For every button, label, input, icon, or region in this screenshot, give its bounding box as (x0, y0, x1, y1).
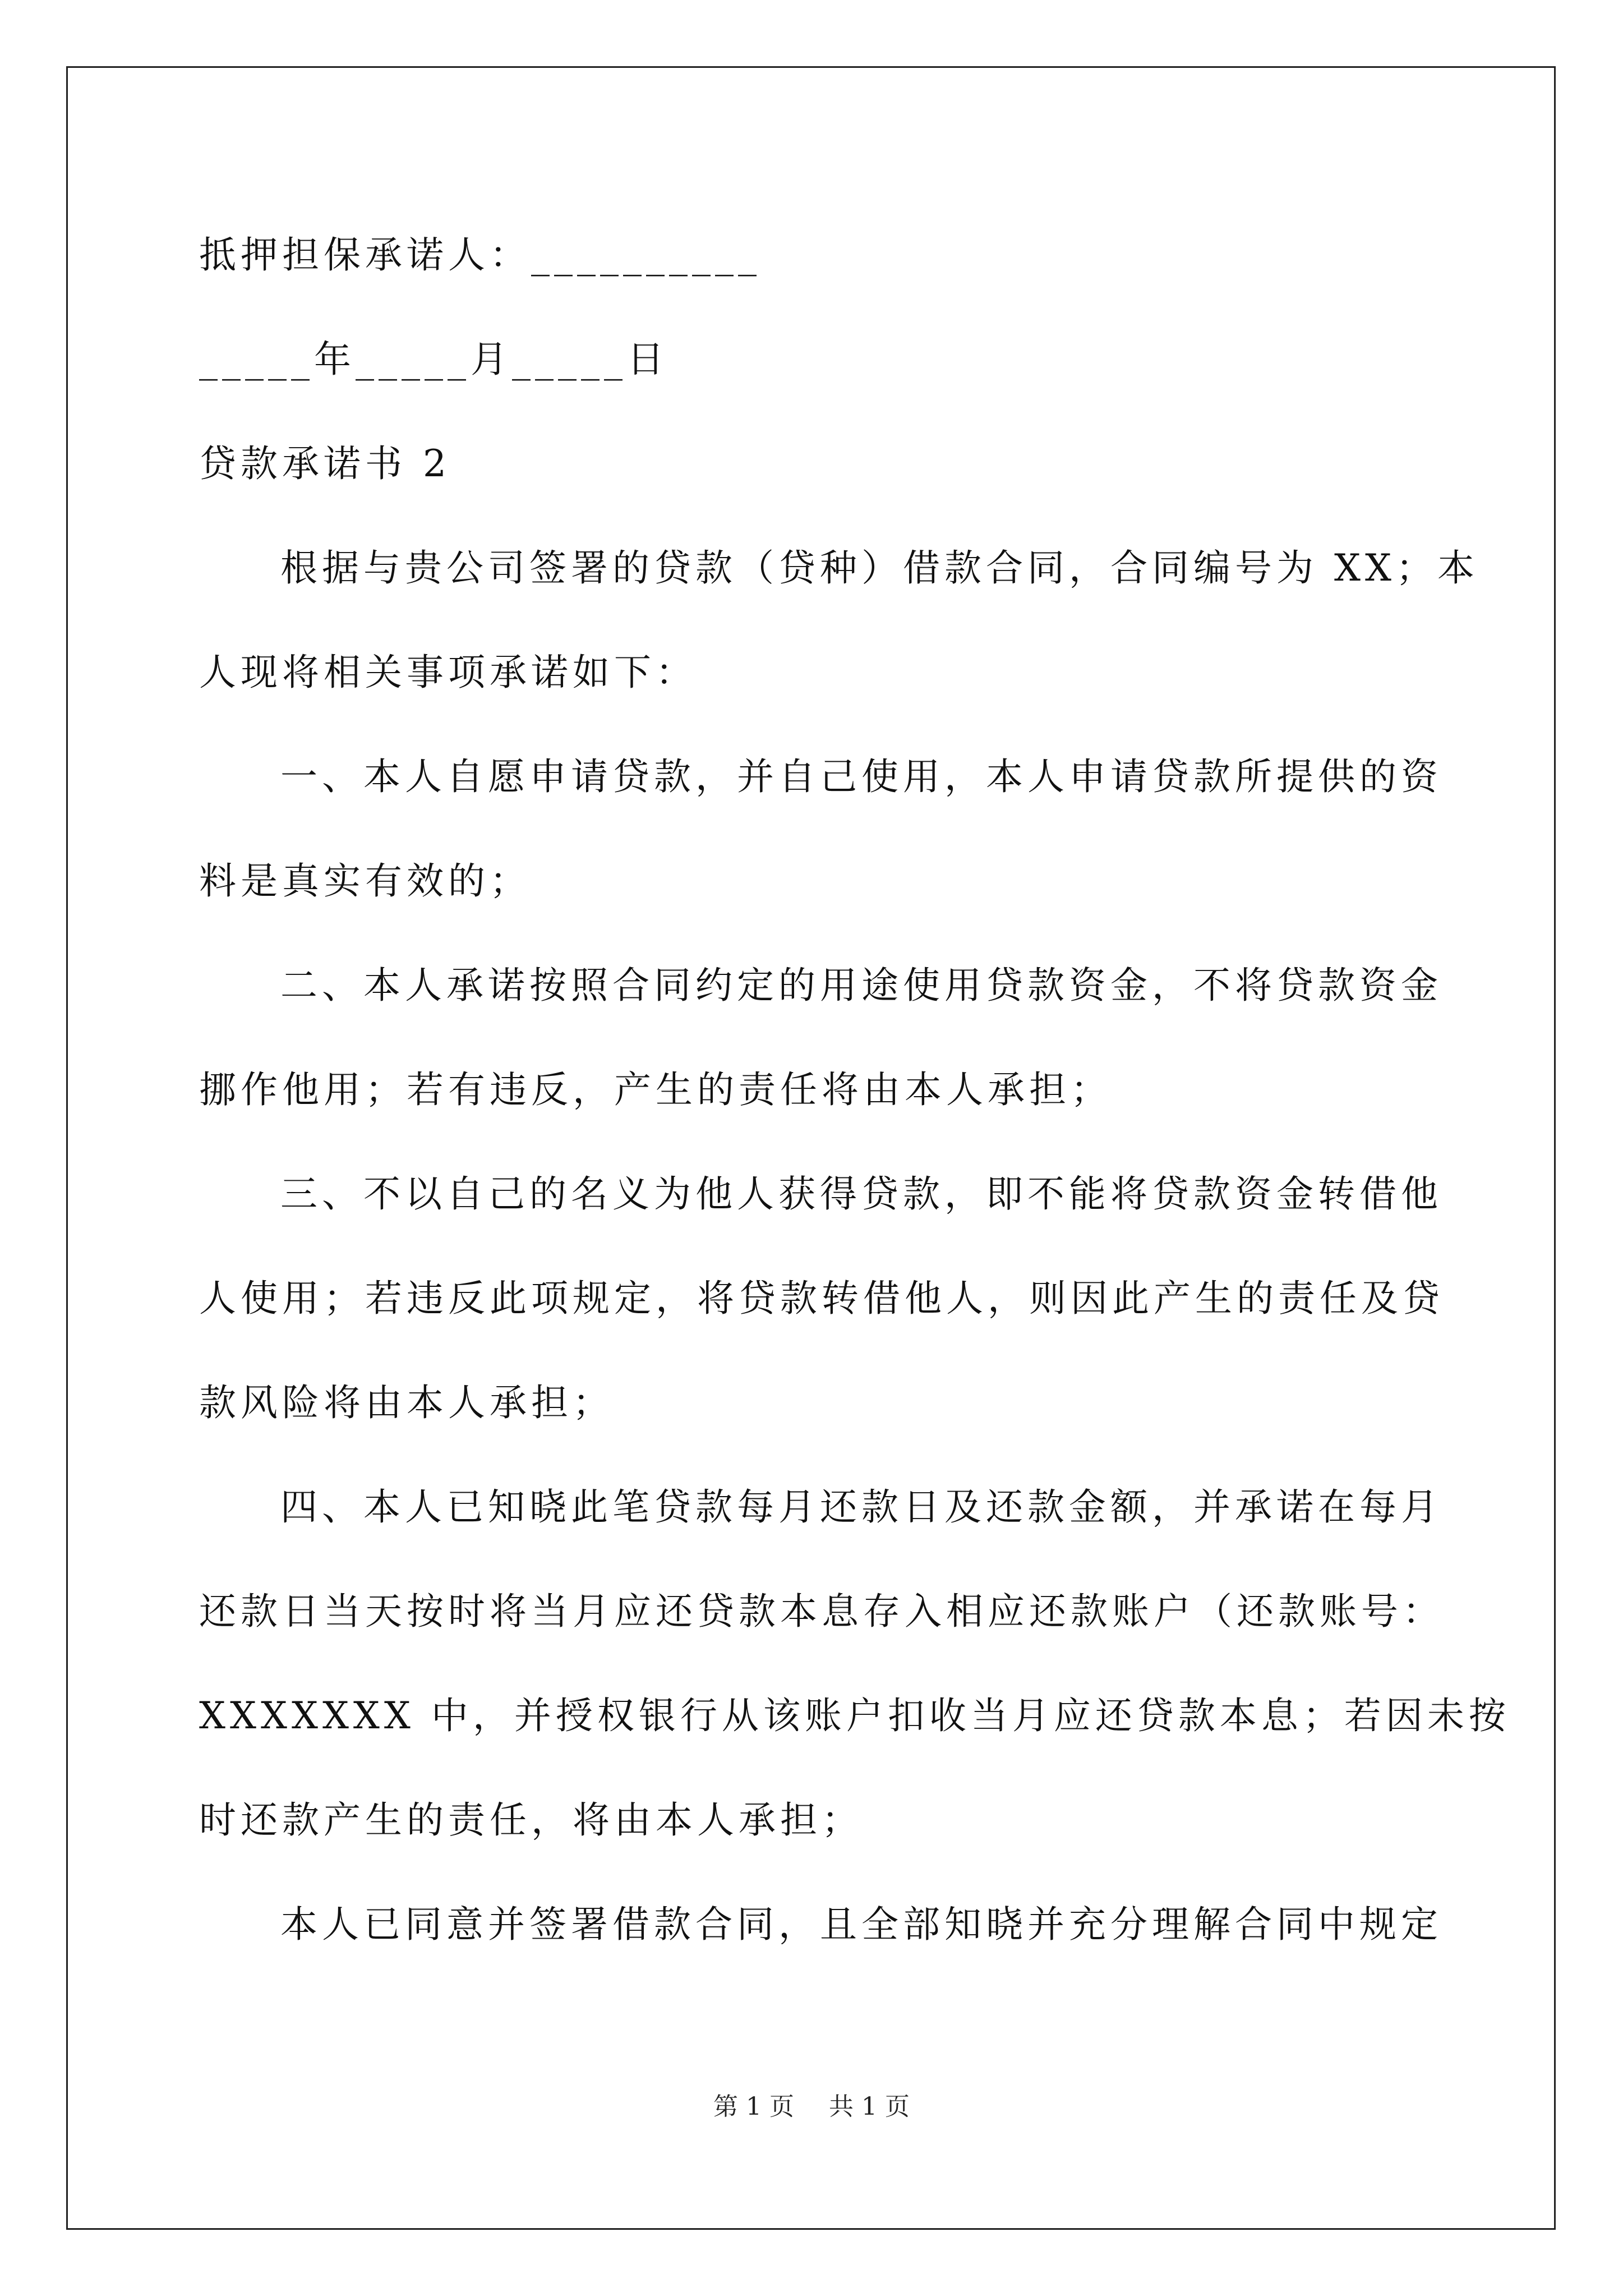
paragraph-line: 挪作他用；若有违反，产生的责任将由本人承担； (199, 1068, 1112, 1111)
paragraph-line: 根据与贵公司签署的贷款（贷种）借款合同，合同编号为 XX；本 (280, 546, 1479, 590)
page-footer (0, 2091, 1623, 2123)
date-line: _____年_____月_____日 (199, 338, 668, 381)
page-number: 第 1 页 (713, 2092, 794, 2121)
paragraph-line: XXXXXXX 中，并授权银行从该账户扣收当月应还贷款本息；若因未按 (199, 1694, 1510, 1737)
paragraph-line: 料是真实有效的； (199, 859, 531, 903)
paragraph-line: 一、本人自愿申请贷款，并自己使用，本人申请贷款所提供的资 (280, 755, 1442, 798)
guarantor-signature-line: 抵押担保承诺人：__________ (199, 233, 761, 277)
section-title: 贷款承诺书 2 (199, 442, 451, 485)
paragraph-line: 本人已同意并签署借款合同，且全部知晓并充分理解合同中规定 (280, 1903, 1442, 1946)
paragraph-line: 人使用；若违反此项规定，将贷款转借他人，则因此产生的责任及贷 (199, 1277, 1444, 1320)
page-total: 共 1 页 (829, 2092, 910, 2121)
paragraph-line: 还款日当天按时将当月应还贷款本息存入相应还款账户（还款账号： (199, 1590, 1444, 1633)
paragraph-line: 款风险将由本人承担； (199, 1381, 614, 1424)
paragraph-line: 四、本人已知晓此笔贷款每月还款日及还款金额，并承诺在每月 (280, 1485, 1442, 1529)
paragraph-line: 二、本人承诺按照合同约定的用途使用贷款资金，不将贷款资金 (280, 964, 1442, 1007)
paragraph-line: 时还款产生的责任，将由本人承担； (199, 1798, 863, 1842)
paragraph-line: 人现将相关事项承诺如下： (199, 651, 697, 694)
paragraph-line: 三、不以自己的名义为他人获得贷款，即不能将贷款资金转借他 (280, 1172, 1442, 1216)
